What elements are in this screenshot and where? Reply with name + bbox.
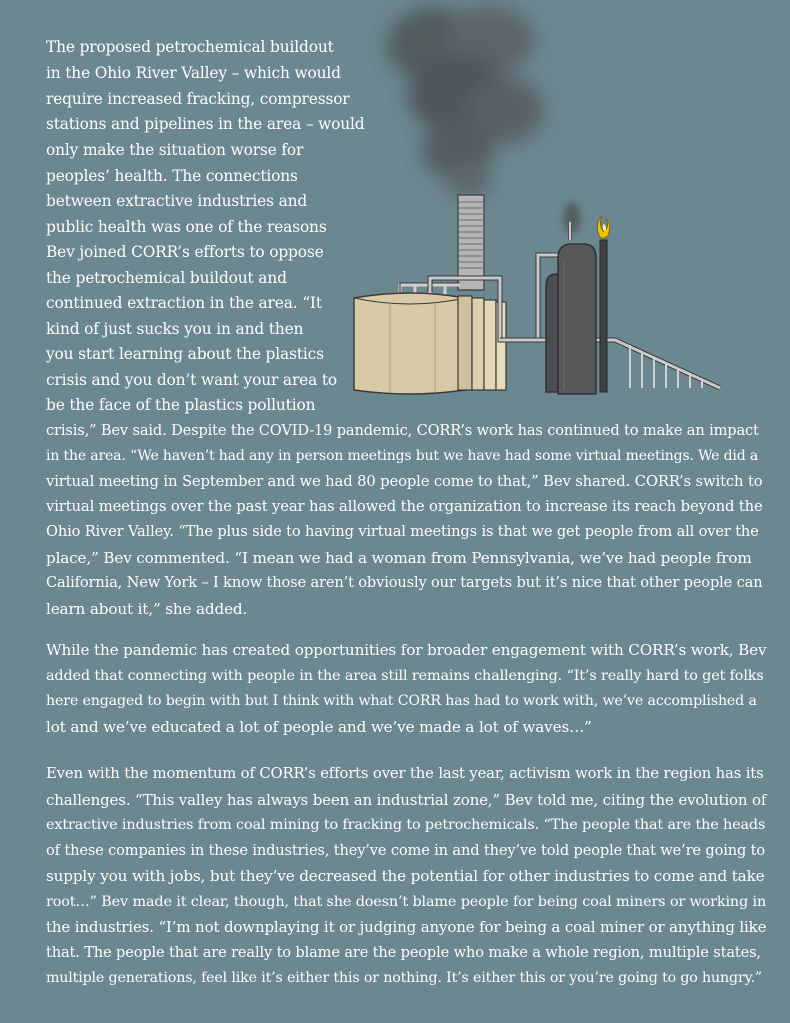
paragraph-line: here engaged to begin with but I think with what CORR has had to work with, we’ve accomplished a — [46, 693, 757, 709]
intro-line: you start learning about the plastics — [46, 345, 324, 363]
paragraph-line: multiple generations, feel like it’s either this or nothing. It’s either this or you’re going to go hungry.” — [46, 970, 763, 986]
intro-line: stations and pipelines in the area – would — [46, 115, 365, 133]
storage-tank — [354, 293, 465, 394]
paragraph-line: Even with the momentum of CORR’s efforts over the last year, activism work in the region has its — [46, 765, 764, 782]
intro-line: the petrochemical buildout and — [46, 269, 287, 287]
paragraph-line: learn about it,” she added. — [46, 600, 248, 618]
paragraph-line: California, New York – I know those aren’t obviously our targets but it’s nice that other people can — [46, 574, 763, 591]
paragraph-line: in the area. “We haven’t had any in person meetings but we have had some virtual meetings. We did a — [46, 448, 759, 464]
intro-line: between extractive industries and — [46, 192, 308, 210]
paragraph-line: added that connecting with people in the area still remains challenging. “It’s really hard to get folks — [46, 668, 764, 684]
paragraph-line: lot and we’ve educated a lot of people and we’ve made a lot of waves…” — [46, 718, 592, 736]
intro-line: Bev joined CORR’s efforts to oppose — [46, 243, 324, 261]
paragraph-line: root…” Bev made it clear, though, that she doesn’t blame people for being coal miners or working in — [46, 894, 767, 910]
intro-line: be the face of the plastics pollution — [46, 396, 316, 414]
intro-line: crisis and you don’t want your area to — [46, 371, 338, 389]
paragraph-line: challenges. “This valley has always been an industrial zone,” Bev told me, citing the evolution of — [46, 791, 767, 809]
pressure-vessels — [546, 244, 596, 394]
paragraph-line: virtual meetings over the past year has allowed the organization to increase its reach beyond the — [46, 498, 763, 515]
paragraph-line: Ohio River Valley. “The plus side to having virtual meetings is that we get people from all over the — [46, 523, 759, 540]
intro-line: public health was one of the reasons — [46, 218, 327, 236]
paragraph-line: supply you with jobs, but they’ve decreased the potential for other industries to come and take — [46, 867, 765, 885]
intro-line: peoples’ health. The connections — [46, 167, 298, 185]
paragraph-line: place,” Bev commented. “I mean we had a woman from Pennsylvania, we’ve had people from — [46, 549, 752, 567]
smoke-plume — [387, 6, 543, 198]
flare-stack — [598, 216, 610, 392]
intro-line: The proposed petrochemical buildout — [46, 38, 334, 56]
petrochemical-plant-illustration — [340, 0, 740, 400]
intro-line: only make the situation worse for — [46, 141, 304, 159]
paragraph-line: virtual meeting in September and we had 80 people come to that,” Bev shared. CORR’s switch to — [46, 473, 763, 490]
paragraph-line: the industries. “I’m not downplaying it or judging anyone for being a coal miner or anything like — [46, 918, 767, 936]
paragraph-line: extractive industries from coal mining to fracking to petrochemicals. “The people that are the heads — [46, 817, 766, 833]
paragraph-line: While the pandemic has created opportunities for broader engagement with CORR’s work, Bev — [46, 641, 767, 659]
intro-line: in the Ohio River Valley – which would — [46, 64, 341, 82]
paragraph-line: of these companies in these industries, they’ve come in and they’ve told people that we’re going to — [46, 842, 766, 859]
intro-line: continued extraction in the area. “It — [46, 294, 322, 312]
paragraph-line: that. The people that are really to blame are the people who make a whole region, multiple states, — [46, 944, 761, 961]
intro-line: require increased fracking, compressor — [46, 90, 350, 108]
paragraph-line: crisis,” Bev said. Despite the COVID-19 pandemic, CORR’s work has continued to make an impact — [46, 422, 759, 439]
intro-line: kind of just sucks you in and then — [46, 320, 304, 338]
